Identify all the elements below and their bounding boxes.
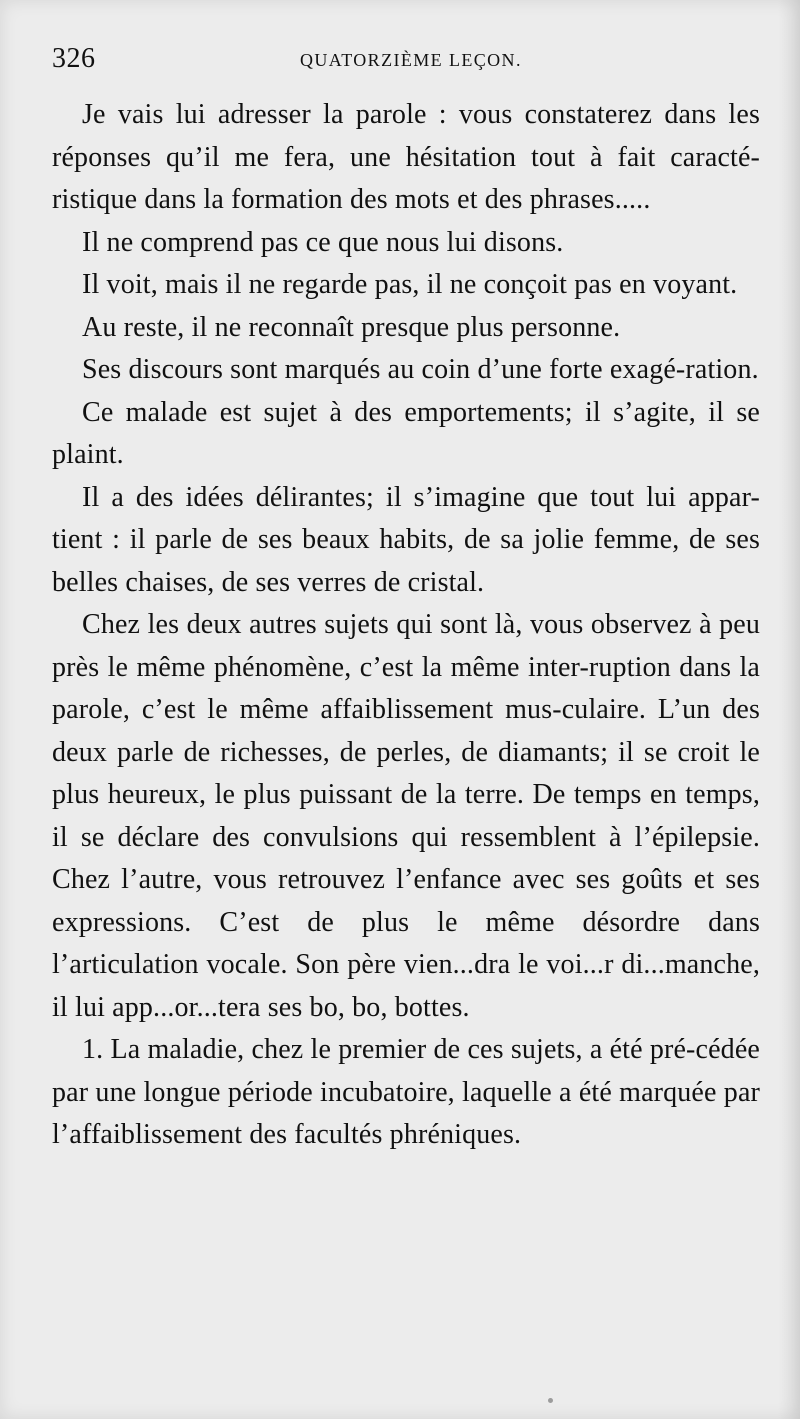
paragraph-6: Ce malade est sujet à des emportements; il s’agite, il se plaint. bbox=[52, 396, 760, 470]
page-body bbox=[52, 94, 760, 1157]
running-head: QUATORZIÈME LEÇON. bbox=[300, 50, 522, 70]
page-header bbox=[52, 42, 762, 76]
paragraph-4: Au reste, il ne reconnaît presque plus personne. bbox=[82, 311, 621, 343]
paragraph-9: 1. La maladie, chez le premier de ces sujets, a été pré-cédée par une longue période incubatoire, laquelle a été marquée par l’affaiblissement des facultés phréniques. bbox=[52, 1034, 760, 1150]
paragraph-3: Il voit, mais il ne regarde pas, il ne conçoit pas en voyant. bbox=[82, 269, 738, 300]
paragraph-8: Chez les deux autres sujets qui sont là, vous observez à peu près le même phénomène, c’est la même inter-ruption dans la parole, c’est le même affaiblissement mus-culaire. L’un des deux parle de richesses, de perles, de diamants; il se croit le plus heureux, le plus puissant de la terre. De temps en temps, il se déclare des convulsions qui ressemblent à l’épilepsie. Chez l’autre, vous retrouvez l’enfance avec ses goûts et ses expressions. C’est de plus le même désordre dans l’articulation vocale. Son père vien...dra le voi...r di...manche, il lui app...or...tera ses bo, bo, bottes. bbox=[52, 609, 760, 1023]
page-edge-shadow bbox=[778, 0, 800, 1419]
paragraph-2: Il ne comprend pas ce que nous lui disons. bbox=[82, 226, 564, 258]
footer-dot bbox=[548, 1398, 553, 1403]
paragraph-5: Ses discours sont marqués au coin d’une forte exagé-ration. bbox=[82, 354, 759, 385]
paragraph-7: Il a des idées délirantes; il s’imagine que tout lui appar-tient : il parle de ses beaux habits, de sa jolie femme, de ses belles chaises, de ses verres de cristal. bbox=[52, 481, 760, 598]
page-number: 326 bbox=[52, 43, 96, 74]
paragraph-1: Je vais lui adresser la parole : vous constaterez dans les réponses qu’il me fera, une hésitation tout à fait caracté-ristique dans la formation des mots et des phrases..... bbox=[52, 99, 760, 215]
